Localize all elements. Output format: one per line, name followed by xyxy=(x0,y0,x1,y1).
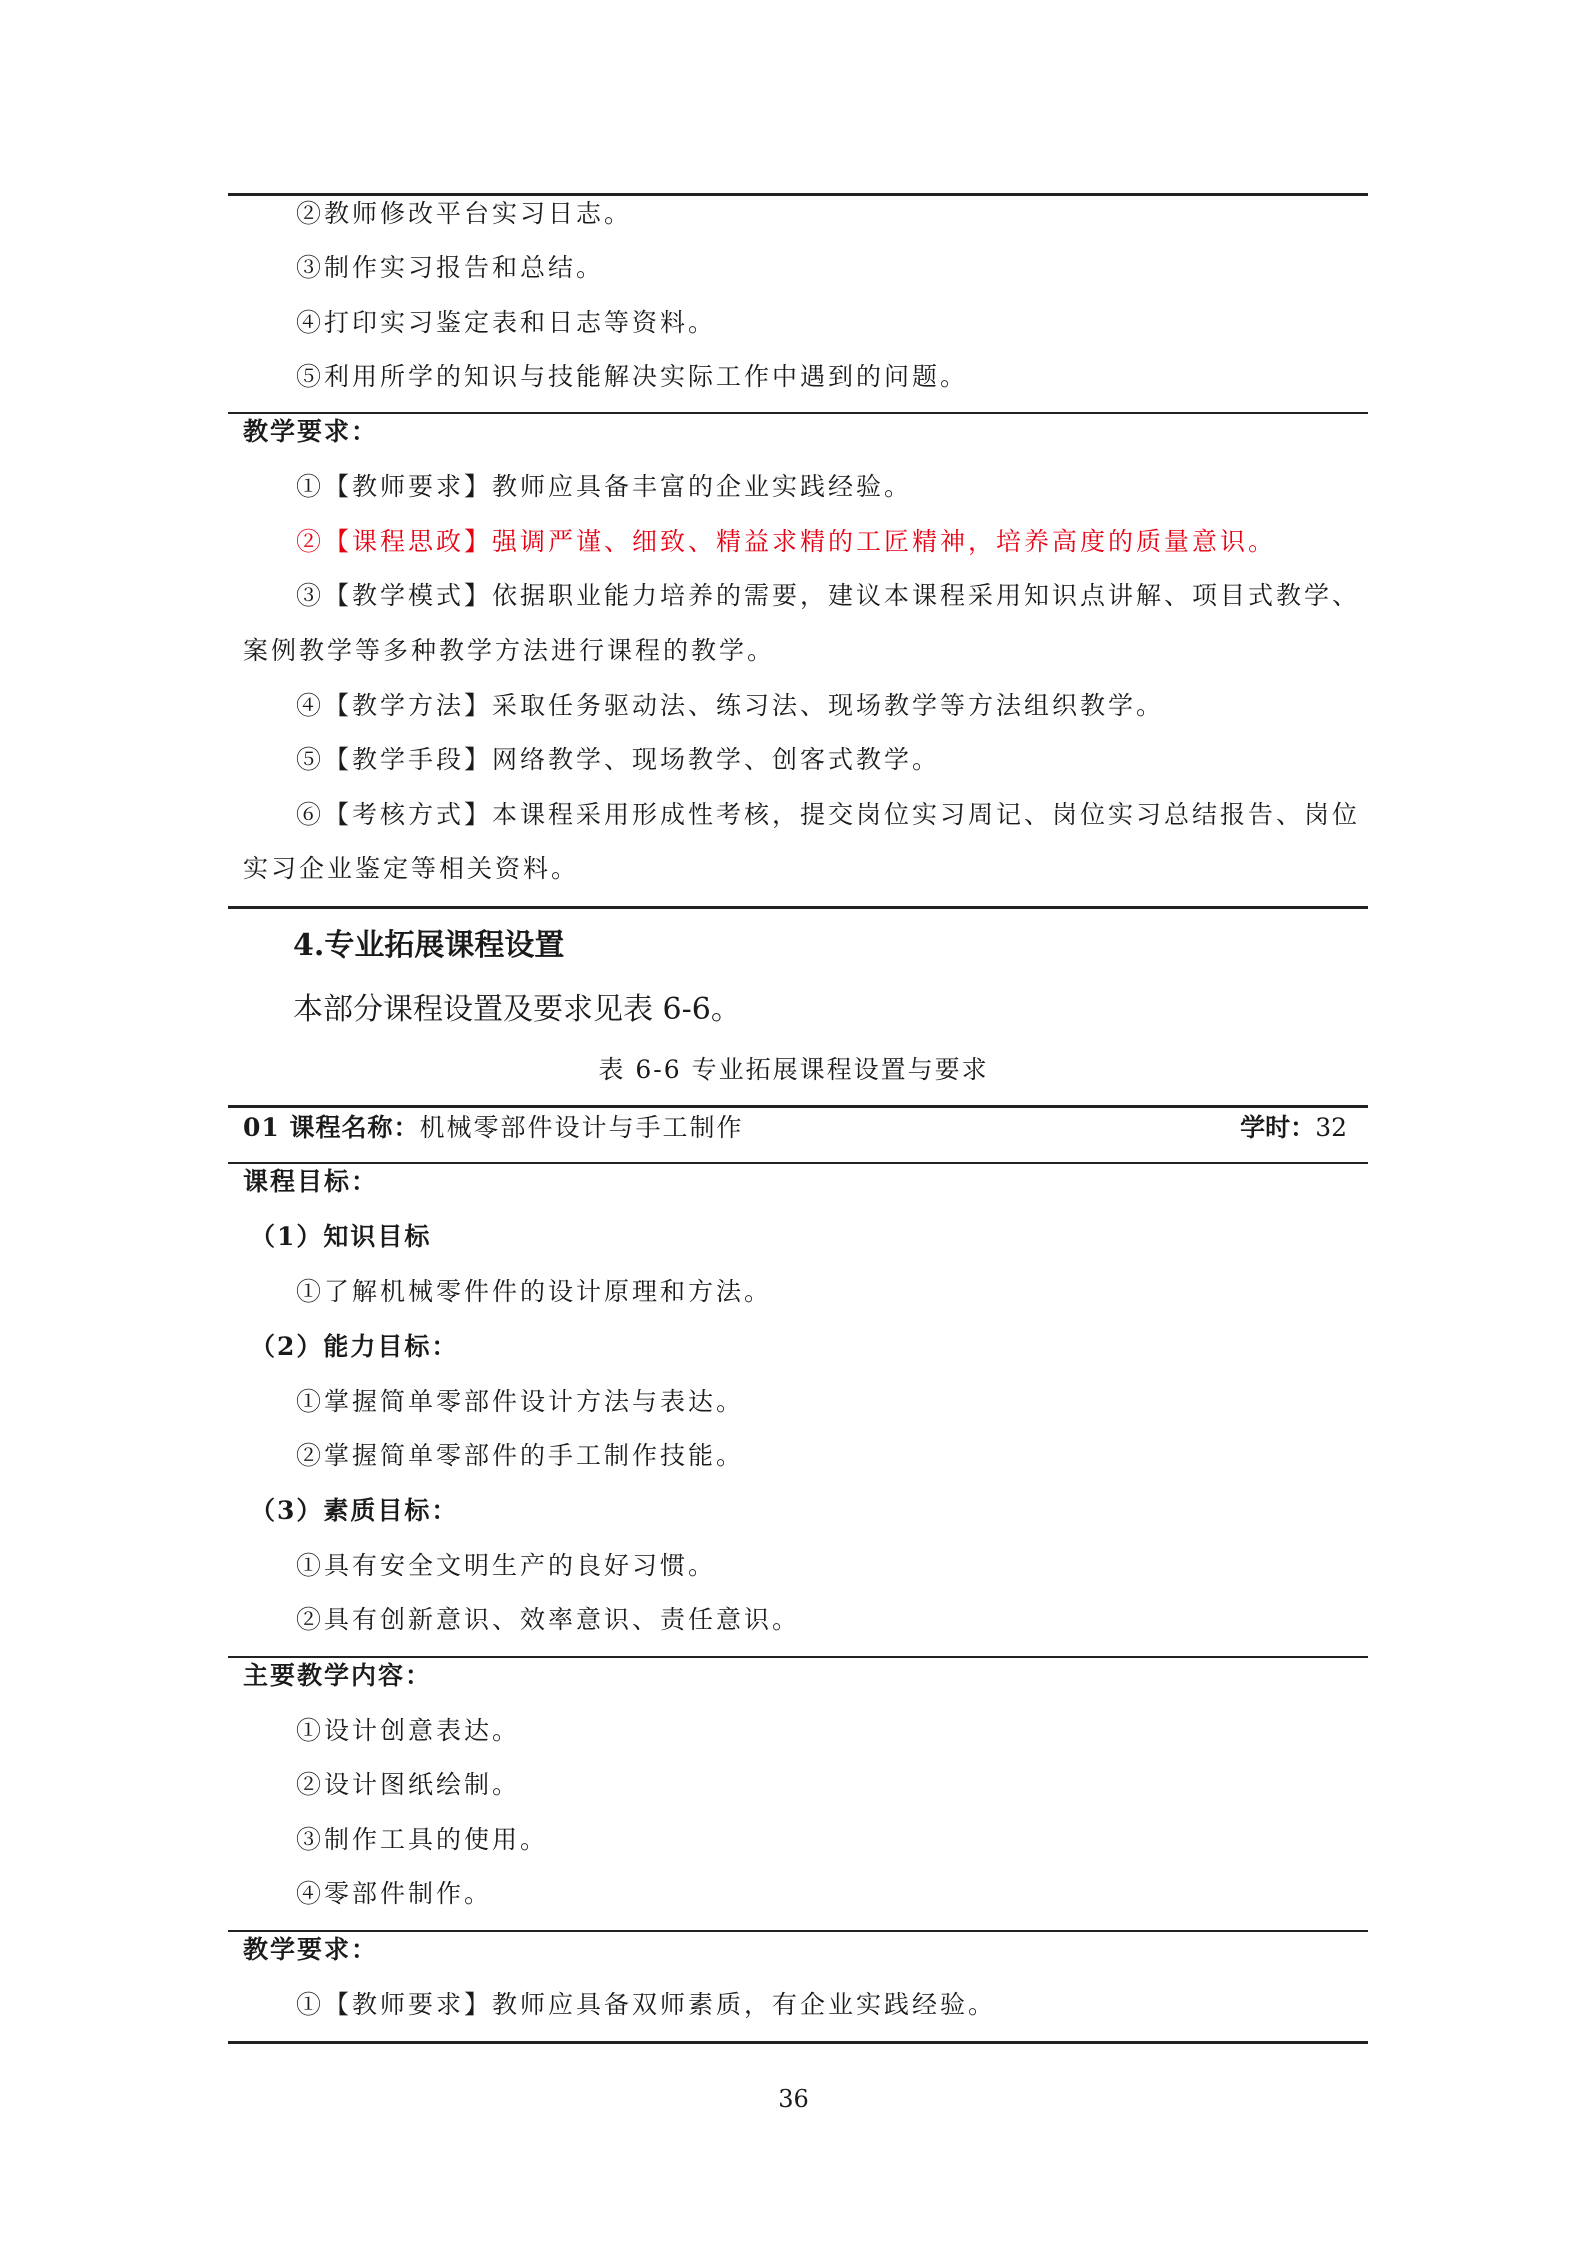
course-table-top-rule xyxy=(228,1105,1368,1108)
course-goals-label: 课程目标： xyxy=(243,1167,379,1196)
section-heading: 4.专业拓展课程设置 xyxy=(293,928,565,963)
course-hours-label: 学时： xyxy=(1240,1113,1316,1142)
row-divider xyxy=(228,1930,1368,1932)
course-name xyxy=(243,1110,744,1146)
requirement-teacher: ①【教师要求】教师应具备丰富的企业实践经验。 xyxy=(296,472,913,501)
list-item: ③制作实习报告和总结。 xyxy=(296,253,605,282)
row-divider xyxy=(228,1162,1368,1164)
knowledge-goals-label: （1）知识目标 xyxy=(250,1222,432,1251)
list-item: ⑤利用所学的知识与技能解决实际工作中遇到的问题。 xyxy=(296,362,969,391)
course-name-label: 01 课程名称： xyxy=(243,1113,420,1142)
list-item: ④打印实习鉴定表和日志等资料。 xyxy=(296,308,717,337)
requirement-means: ⑤【教学手段】网络教学、现场教学、创客式教学。 xyxy=(296,745,941,774)
page-number: 36 xyxy=(778,2085,809,2113)
list-item: ②设计图纸绘制。 xyxy=(296,1770,521,1799)
list-item: ③制作工具的使用。 xyxy=(296,1825,549,1854)
table-caption: 表 6-6 专业拓展课程设置与要求 xyxy=(598,1055,989,1084)
row-divider xyxy=(228,412,1368,414)
requirement-mode: ③【教学模式】依据职业能力培养的需要，建议本课程采用知识点讲解、项目式教学、 xyxy=(296,581,1361,610)
list-item: ①掌握简单零部件设计方法与表达。 xyxy=(296,1387,745,1416)
list-item: ①了解机械零件件的设计原理和方法。 xyxy=(296,1277,773,1306)
requirement-assessment: ⑥【考核方式】本课程采用形成性考核，提交岗位实习周记、岗位实习总结报告、岗位 xyxy=(296,800,1361,829)
requirement-ideology: ②【课程思政】强调严谨、细致、精益求精的工匠精神，培养高度的质量意识。 xyxy=(296,527,1277,556)
course-hours xyxy=(1240,1110,1347,1146)
course-hours-value: 32 xyxy=(1315,1113,1347,1142)
quality-goals-label: （3）素质目标： xyxy=(250,1496,459,1525)
ability-goals-label: （2）能力目标： xyxy=(250,1332,459,1361)
list-item: ①具有安全文明生产的良好习惯。 xyxy=(296,1551,717,1580)
course-name-value: 机械零部件设计与手工制作 xyxy=(419,1113,744,1142)
list-item: ②掌握简单零部件的手工制作技能。 xyxy=(296,1441,745,1470)
list-item: ②教师修改平台实习日志。 xyxy=(296,199,633,228)
course-table-bottom-rule xyxy=(228,2041,1368,2044)
section-paragraph: 本部分课程设置及要求见表 6-6。 xyxy=(293,992,741,1027)
requirement-method: ④【教学方法】采取任务驱动法、练习法、现场教学等方法组织教学。 xyxy=(296,691,1165,720)
requirement-assessment-continued: 实习企业鉴定等相关资料。 xyxy=(243,854,580,883)
main-content-label: 主要教学内容： xyxy=(243,1661,433,1690)
requirement-mode-continued: 案例教学等多种教学方法进行课程的教学。 xyxy=(243,636,776,665)
list-item: ④零部件制作。 xyxy=(296,1879,493,1908)
list-item: ①设计创意表达。 xyxy=(296,1716,521,1745)
teaching-requirements-label: 教学要求： xyxy=(243,417,379,446)
teaching-requirements-label: 教学要求： xyxy=(243,1935,379,1964)
table-bottom-rule xyxy=(228,906,1368,909)
requirement-teacher: ①【教师要求】教师应具备双师素质，有企业实践经验。 xyxy=(296,1990,997,2019)
list-item: ②具有创新意识、效率意识、责任意识。 xyxy=(296,1605,801,1634)
